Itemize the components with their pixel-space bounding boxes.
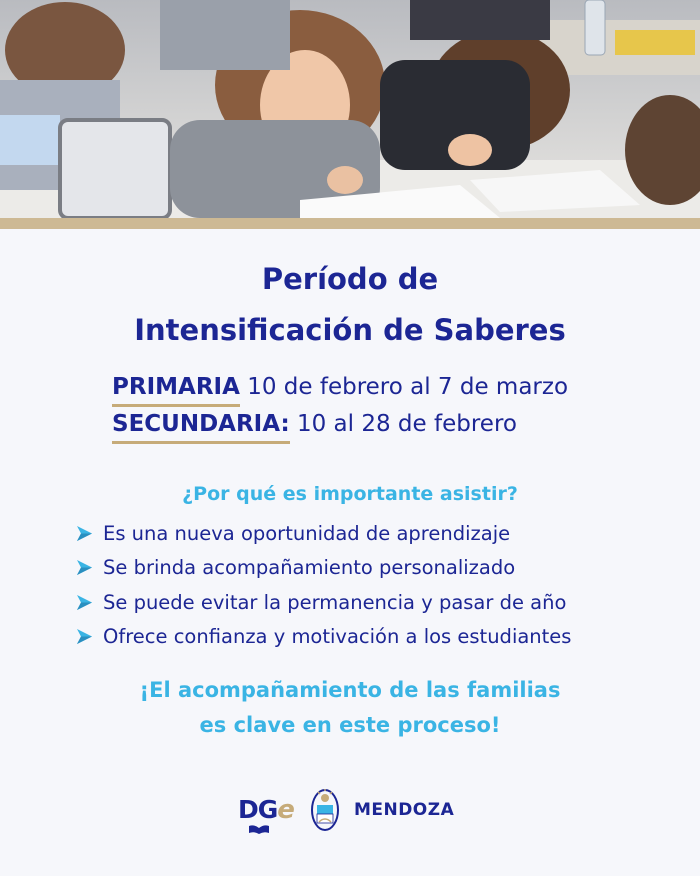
list-item — [76, 516, 571, 551]
arrow-bullet-icon — [76, 594, 93, 611]
level-label: SECUNDARIA: — [112, 411, 290, 444]
period-secundaria — [112, 411, 517, 444]
list-item — [76, 585, 571, 620]
book-icon — [248, 825, 270, 834]
footer-logos — [238, 786, 454, 834]
arrow-bullet-icon — [76, 525, 93, 542]
level-label: PRIMARIA — [112, 374, 240, 407]
gold-divider — [0, 218, 700, 229]
students-photo — [0, 0, 700, 218]
title-line-1: Período de — [261, 262, 439, 296]
list-item — [76, 551, 571, 586]
benefits-list — [76, 516, 571, 654]
benefit-text: Se brinda acompañamiento personalizado — [103, 556, 516, 580]
arrow-bullet-icon — [76, 559, 93, 576]
arrow-bullet-icon — [76, 628, 93, 645]
mendoza-crest-icon — [310, 788, 340, 832]
question-heading: ¿Por qué es importante asistir? — [182, 483, 518, 505]
dge-logo — [238, 795, 294, 825]
closing-line-1: ¡El acompañamiento de las familias — [139, 678, 561, 702]
closing-line-2: es clave en este proceso! — [199, 713, 501, 737]
benefit-text: Es una nueva oportunidad de aprendizaje — [103, 521, 511, 545]
dge-letter-d: D — [238, 795, 258, 824]
benefit-text: Ofrece confianza y motivación a los estudiantes — [103, 625, 572, 649]
benefit-text: Se puede evitar la permanencia y pasar de año — [103, 590, 567, 614]
list-item — [76, 620, 571, 655]
dge-letter-e: e — [277, 795, 294, 825]
dge-letter-g: G — [257, 795, 278, 824]
title-line-2: Intensificación de Saberes — [134, 313, 566, 347]
mendoza-label: MENDOZA — [353, 800, 455, 820]
period-dates: 10 de febrero al 7 de marzo — [247, 374, 569, 400]
period-primaria — [112, 374, 568, 407]
period-dates: 10 al 28 de febrero — [296, 411, 517, 437]
